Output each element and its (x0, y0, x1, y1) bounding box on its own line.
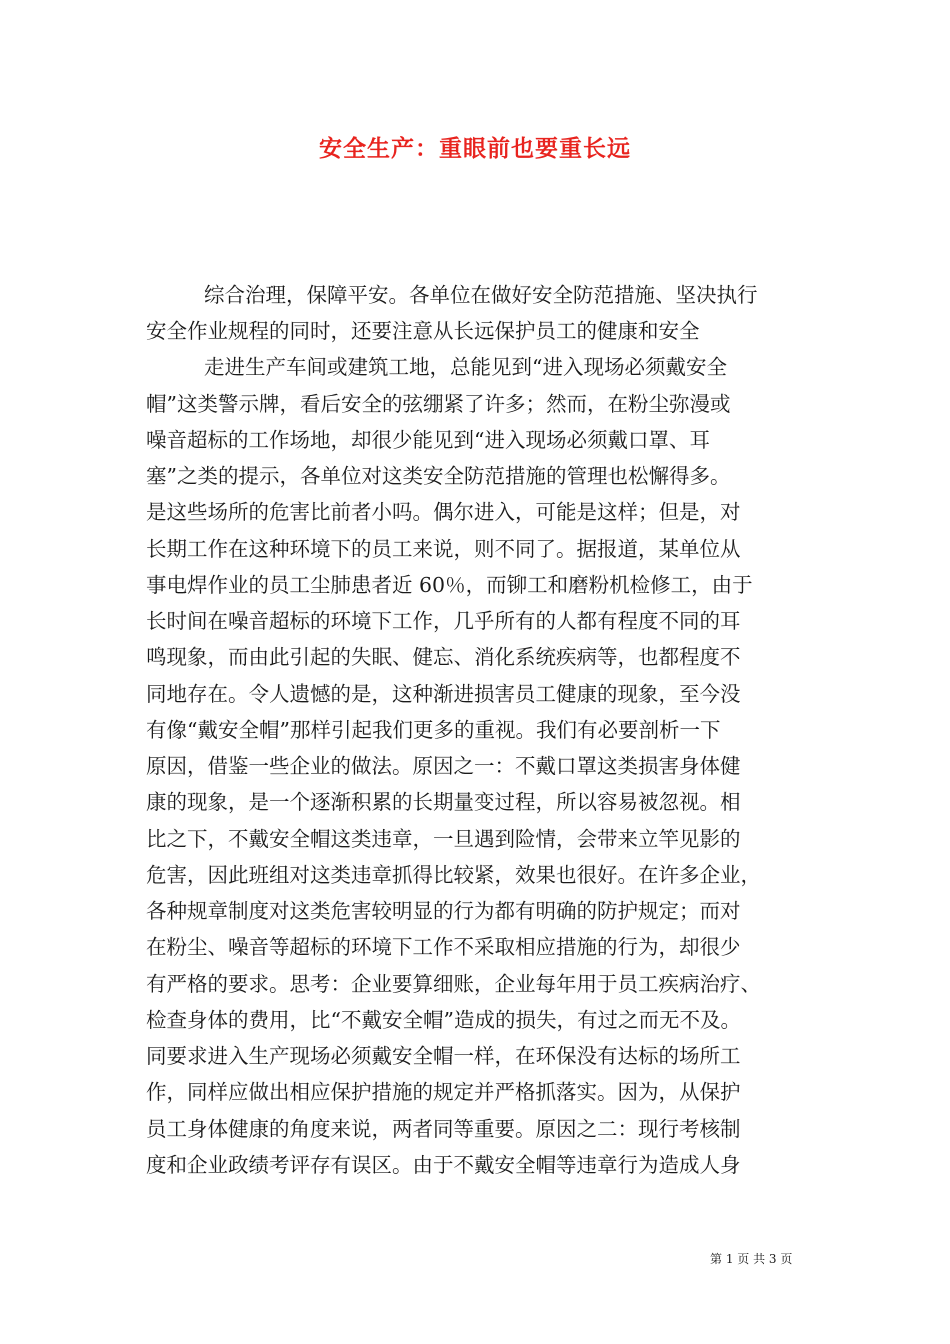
text-line: 长期工作在这种环境下的员工来说，则不同了。据报道，某单位从 (146, 537, 741, 561)
text-line: 同要求进入生产现场必须戴安全帽一样，在环保没有达标的场所工 (146, 1044, 741, 1068)
text-line: 鸣现象，而由此引起的失眠、健忘、消化系统疾病等，也都程度不 (146, 645, 741, 669)
text-line: 检查身体的费用，比“不戴安全帽”造成的损失，有过之而无不及。 (146, 1008, 741, 1032)
text-line: 噪音超标的工作场地，却很少能见到“进入现场必须戴口罩、耳 (146, 428, 710, 452)
text-line: 走进生产车间或建筑工地，总能见到“进入现场必须戴安全 (204, 355, 727, 379)
text-line: 各种规章制度对这类危害较明显的行为都有明确的防护规定；而对 (146, 899, 741, 923)
text-line: 员工身体健康的角度来说，两者同等重要。原因之二：现行考核制 (146, 1117, 741, 1141)
text-line: 是这些场所的危害比前者小吗。偶尔进入，可能是这样；但是，对 (146, 500, 741, 524)
text-line: 安全作业规程的同时，还要注意从长远保护员工的健康和安全 (146, 319, 700, 343)
text-line: 有严格的要求。思考：企业要算细账，企业每年用于员工疾病治疗、 (146, 972, 761, 996)
text-line: 危害，因此班组对这类违章抓得比较紧，效果也很好。在许多企业， (146, 863, 761, 887)
text-line: 有像“戴安全帽”那样引起我们更多的重视。我们有必要剖析一下 (146, 718, 721, 742)
text-line: 度和企业政绩考评存有误区。由于不戴安全帽等违章行为造成人身 (146, 1153, 741, 1177)
text-line: 长时间在噪音超标的环境下工作，几乎所有的人都有程度不同的耳 (146, 609, 741, 633)
text-line: 综合治理，保障平安。各单位在做好安全防范措施、坚决执行 (204, 283, 758, 307)
text-line: 事电焊作业的员工尘肺患者近 60％，而铆工和磨粉机检修工，由于 (146, 573, 753, 597)
text-line: 帽”这类警示牌，看后安全的弦绷紧了许多；然而，在粉尘弥漫或 (146, 392, 731, 416)
text-line: 原因，借鉴一些企业的做法。原因之一：不戴口罩这类损害身体健 (146, 754, 741, 778)
document-title: 安全生产：重眼前也要重长远 (319, 136, 631, 162)
text-line: 康的现象，是一个逐渐积累的长期量变过程，所以容易被忽视。相 (146, 790, 741, 814)
text-line: 塞”之类的提示，各单位对这类安全防范措施的管理也松懈得多。 (146, 464, 731, 488)
text-line: 比之下，不戴安全帽这类违章，一旦遇到险情，会带来立竿见影的 (146, 827, 741, 851)
text-line: 同地存在。令人遗憾的是，这种渐进损害员工健康的现象，至今没 (146, 682, 741, 706)
text-line: 在粉尘、噪音等超标的环境下工作不采取相应措施的行为，却很少 (146, 935, 741, 959)
page-number: 第 1 页 共 3 页 (710, 1252, 793, 1266)
text-line: 作，同样应做出相应保护措施的规定并严格抓落实。因为，从保护 (146, 1080, 741, 1104)
